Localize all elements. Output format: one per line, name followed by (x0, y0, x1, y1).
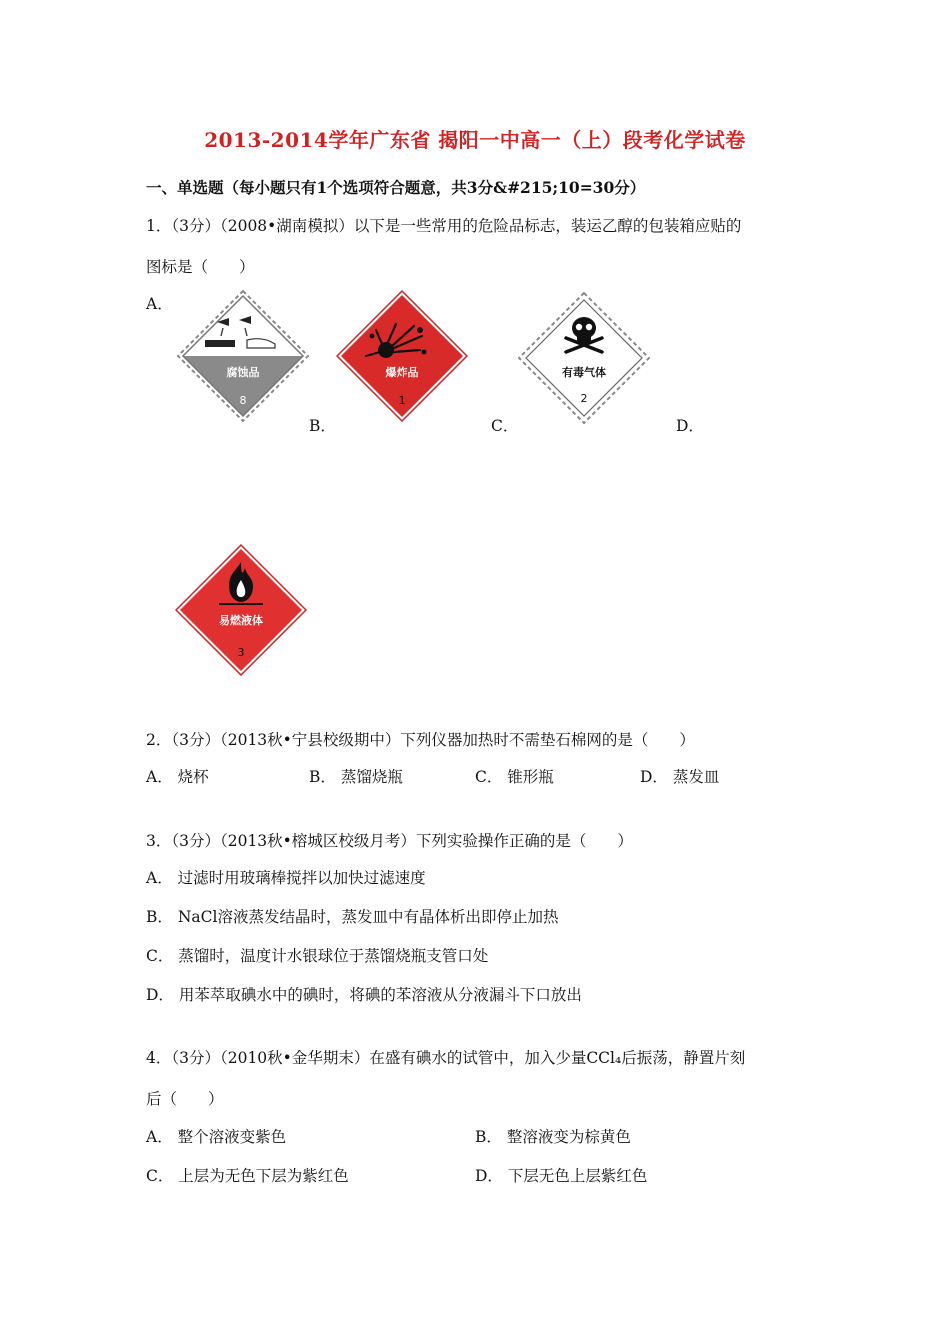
q2-option-a: A． 烧杯 (146, 768, 209, 786)
corrosive-sign[interactable] (177, 290, 309, 422)
q3-option-a: A． 过滤时用玻璃棒搅拌以加快过滤速度 (146, 869, 426, 887)
q3-option-c: C． 蒸馏时，温度计水银球位于蒸馏烧瓶支管口处 (146, 947, 489, 965)
q4-option-b: B． 整溶液变为棕黄色 (475, 1128, 631, 1146)
q1-option-d-label: D． (676, 417, 704, 435)
corrosive-sign-number: 8 (239, 394, 247, 407)
corrosive-sign-label: 腐蚀品 (226, 366, 260, 379)
explosive-sign[interactable] (336, 290, 468, 422)
q1-option-c-label: C． (491, 417, 519, 435)
q2-option-b: B． 蒸馏烧瓶 (309, 768, 403, 786)
flammable-liquid-sign-number: 3 (237, 646, 245, 659)
q3-stem: 3．（3分）（2013秋•榕城区校级月考）下列实验操作正确的是（ ） (146, 832, 633, 850)
q1-stem-line1: 1．（3分）（2008•湖南模拟）以下是一些常用的危险品标志，装运乙醇的包装箱应贴的 (146, 217, 742, 235)
toxic-gas-sign-label: 有毒气体 (562, 366, 606, 379)
explosive-sign-number: 1 (398, 394, 406, 407)
q3-option-d: D． 用苯萃取碘水中的碘时，将碘的苯溶液从分液漏斗下口放出 (146, 986, 582, 1004)
q2-option-c: C． 锥形瓶 (475, 768, 554, 786)
q4-option-d: D． 下层无色上层紫红色 (475, 1167, 648, 1185)
toxic-gas-sign[interactable] (518, 292, 650, 424)
page-title: 2013-2014学年广东省 揭阳一中高一（上）段考化学试卷 (204, 128, 746, 152)
q4-option-a: A． 整个溶液变紫色 (146, 1128, 287, 1146)
toxic-gas-sign-number: 2 (580, 392, 588, 405)
q1-option-a-label: A． (146, 295, 173, 313)
q4-option-c: C． 上层为无色下层为紫红色 (146, 1167, 349, 1185)
q4-stem-line1: 4．（3分）（2010秋•金华期末）在盛有碘水的试管中，加入少量CCl₄后振荡，静置片刻 (146, 1049, 746, 1067)
flammable-liquid-sign[interactable] (175, 544, 307, 676)
q4-stem-line2: 后（ ） (146, 1090, 224, 1108)
q1-stem-line2: 图标是（ ） (146, 258, 255, 276)
flammable-liquid-sign-label: 易燃液体 (219, 614, 263, 627)
q2-option-d: D． 蒸发皿 (640, 768, 720, 786)
q2-stem: 2．（3分）（2013秋•宁县校级期中）下列仪器加热时不需垫石棉网的是（ ） (146, 731, 695, 749)
q3-option-b: B． NaCl溶液蒸发结晶时，蒸发皿中有晶体析出即停止加热 (146, 908, 559, 926)
q1-option-b-label: B． (309, 417, 336, 435)
explosive-sign-label: 爆炸品 (385, 366, 419, 379)
section-heading: 一、单选题（每小题只有1个选项符合题意，共3分&#215;10=30分） (146, 178, 646, 197)
